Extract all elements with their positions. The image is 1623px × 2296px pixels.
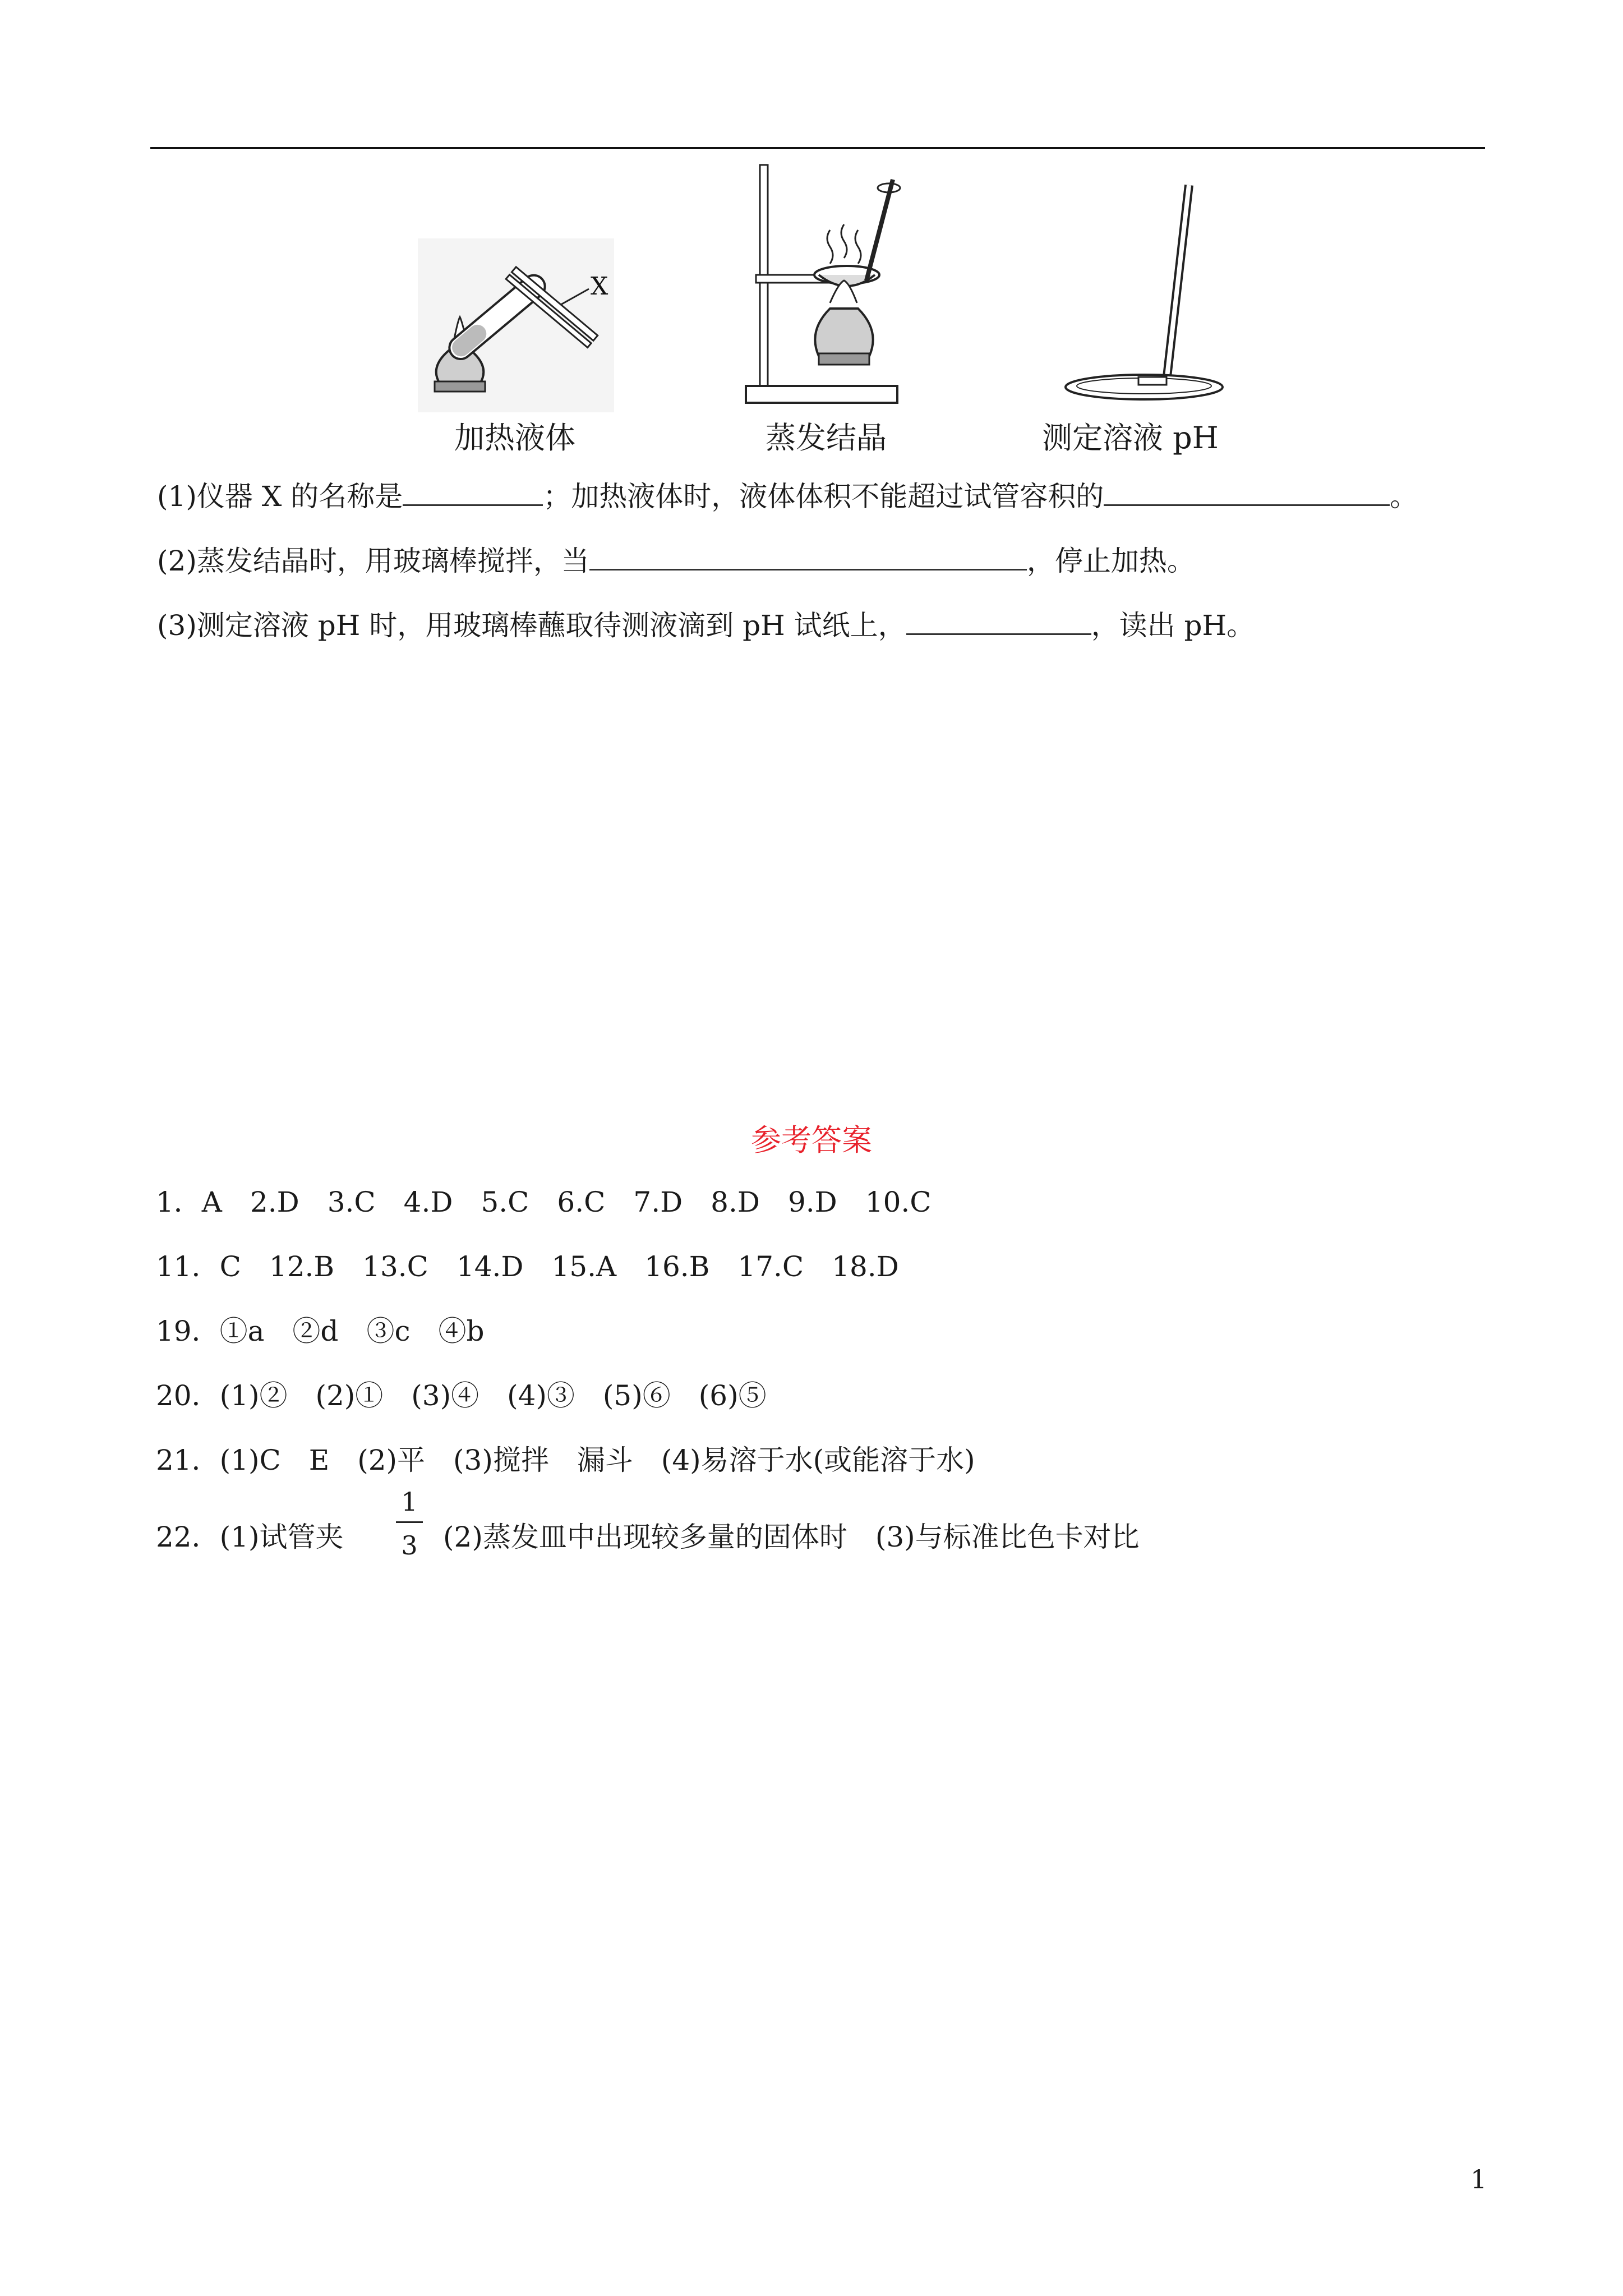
ph-test-figure <box>1060 180 1228 404</box>
answer-line-3: 19．①a ②d ③c ④b <box>156 1315 485 1347</box>
answer-key-title: 参考答案 <box>751 1122 872 1158</box>
caption-evaporation: 蒸发结晶 <box>766 420 887 455</box>
answer-line-1: 1．A 2.D 3.C 4.D 5.C 6.C 7.D 8.D 9.D 10.C <box>156 1186 932 1218</box>
question-1-blank-2[interactable] <box>1104 478 1390 506</box>
question-3-text-end: ，读出 pH。 <box>1091 609 1255 642</box>
question-2-blank[interactable] <box>589 543 1027 570</box>
header-rule <box>150 147 1485 149</box>
caption-heating-liquid: 加热液体 <box>454 420 575 455</box>
x-label: X <box>591 272 608 301</box>
answer-line-6-suffix: (2)蒸发皿中出现较多量的固体时 (3)与标准比色卡对比 <box>443 1521 1140 1553</box>
question-2-text: (2)蒸发结晶时，用玻璃棒搅拌，当 <box>157 545 589 577</box>
question-3-text: (3)测定溶液 pH 时，用玻璃棒蘸取待测液滴到 pH 试纸上， <box>157 609 906 642</box>
fraction-denominator: 3 <box>401 1530 418 1561</box>
question-2 <box>157 539 1195 579</box>
question-1-text-end: 。 <box>1390 480 1418 513</box>
fraction-bar <box>396 1521 423 1523</box>
evaporation-figure <box>740 163 903 409</box>
question-3-blank[interactable] <box>906 608 1091 635</box>
question-3 <box>157 603 1255 643</box>
heating-liquid-figure <box>418 238 614 412</box>
question-1-text: (1)仪器 X 的名称是 <box>157 480 403 513</box>
question-1-blank-1[interactable] <box>403 478 543 506</box>
question-1-text-middle: ；加热液体时，液体体积不能超过试管容积的 <box>543 480 1104 513</box>
question-2-text-end: ，停止加热。 <box>1026 545 1195 577</box>
answer-line-2: 11．C 12.B 13.C 14.D 15.A 16.B 17.C 18.D <box>156 1250 899 1283</box>
answer-line-6-prefix: 22．(1)试管夹 <box>156 1521 344 1553</box>
answer-line-5: 21．(1)C E (2)平 (3)搅拌 漏斗 (4)易溶于水(或能溶于水) <box>156 1444 975 1476</box>
page-number: 1 <box>1470 2164 1487 2194</box>
fraction-numerator: 1 <box>401 1487 418 1517</box>
answer-line-4: 20．(1)② (2)① (3)④ (4)③ (5)⑥ (6)⑤ <box>156 1379 767 1412</box>
question-1 <box>157 474 1418 514</box>
caption-ph-test: 测定溶液 pH <box>1042 420 1219 455</box>
